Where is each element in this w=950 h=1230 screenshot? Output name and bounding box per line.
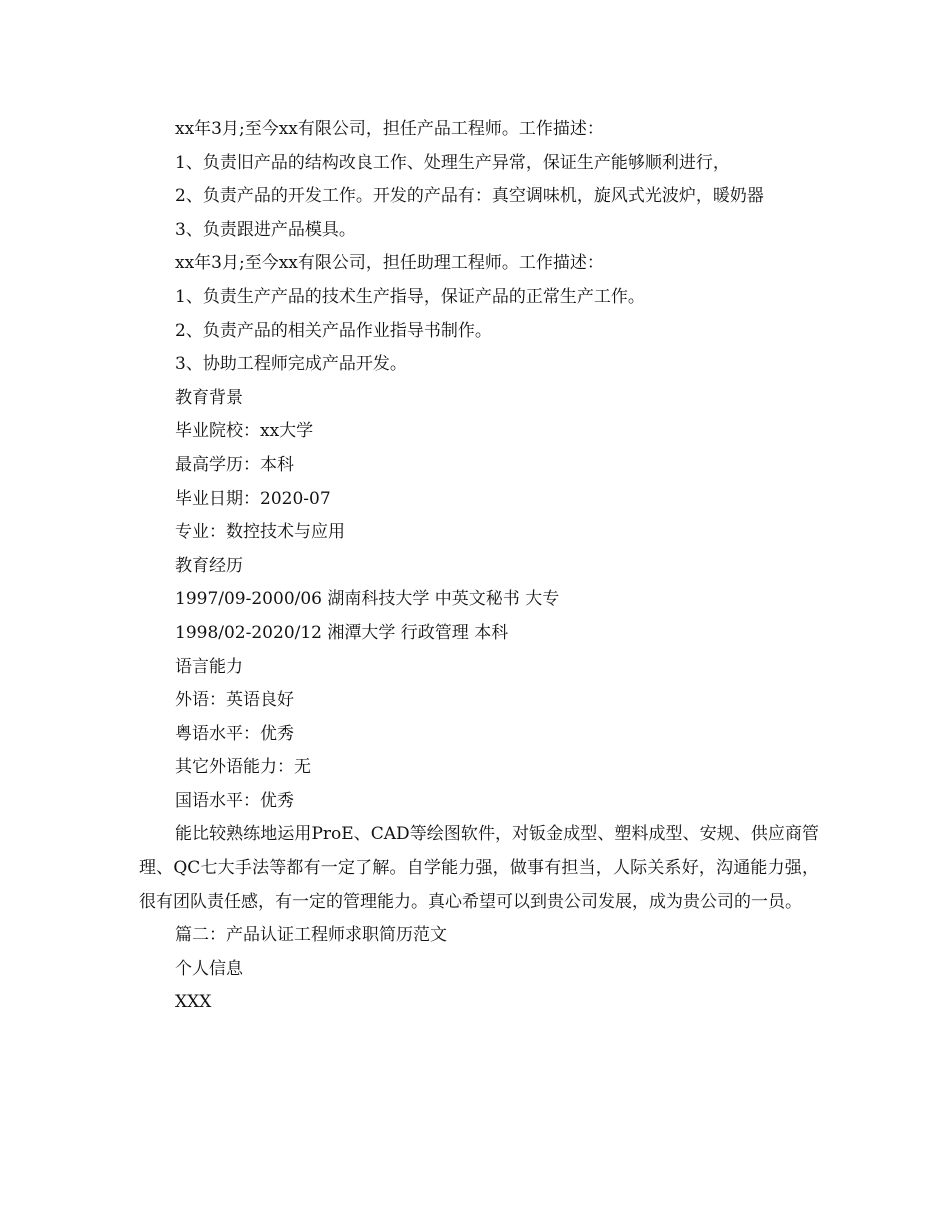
- education-major: 专业：数控技术与应用: [175, 522, 345, 543]
- education-graduation-date: 毕业日期：2020-07: [175, 488, 331, 509]
- language-foreign: 外语：英语良好: [175, 690, 294, 711]
- job-entry-2-duty-2: 2、负责产品的相关产品作业指导书制作。: [175, 320, 492, 341]
- job-entry-2-duty-1: 1、负责生产产品的技术生产指导，保证产品的正常生产工作。: [175, 286, 645, 307]
- job-entry-1-duty-2: 2、负责产品的开发工作。开发的产品有：真空调味机，旋风式光波炉，暖奶器: [175, 186, 764, 207]
- language-cantonese: 粤语水平：优秀: [175, 723, 294, 744]
- job-entry-2-header: xx年3月;至今xx有限公司，担任助理工程师。工作描述：: [175, 253, 604, 274]
- self-evaluation-paragraph: 能比较熟练地运用ProE、CAD等绘图软件，对钣金成型、塑料成型、安规、供应商管理、QC七大手法等都有一定了解。自学能力强，做事有担当，人际关系好，沟通能力强，很有团队责任感，有一定的管理能力。真心希望可以到贵公司发展，成为贵公司的一员。: [139, 824, 819, 912]
- job-entry-2-duty-3: 3、协助工程师完成产品开发。: [175, 354, 407, 375]
- language-mandarin: 国语水平：优秀: [175, 790, 294, 811]
- education-history-item: 1997/09-2000/06 湖南科技大学 中英文秘书 大专: [175, 589, 560, 610]
- personal-name: XXX: [175, 992, 212, 1013]
- education-school: 毕业院校：xx大学: [175, 421, 314, 442]
- job-entry-1-header: xx年3月;至今xx有限公司，担任产品工程师。工作描述：: [175, 119, 604, 139]
- job-entry-1-duty-3: 3、负责跟进产品模具。: [175, 219, 356, 240]
- education-degree: 最高学历：本科: [175, 454, 294, 475]
- document-body: [139, 113, 829, 1020]
- education-history-item: 1998/02-2020/12 湘潭大学 行政管理 本科: [175, 622, 509, 643]
- section-heading-education: 教育背景: [175, 387, 243, 408]
- section-heading-personal-info: 个人信息: [175, 958, 243, 979]
- job-entry-1-duty-1: 1、负责旧产品的结构改良工作、处理生产异常，保证生产能够顺利进行，: [175, 152, 730, 173]
- section-heading-part-two: 篇二：产品认证工程师求职简历范文: [175, 925, 447, 946]
- section-heading-education-history: 教育经历: [175, 555, 243, 576]
- language-other: 其它外语能力：无: [175, 757, 311, 778]
- section-heading-language: 语言能力: [175, 656, 243, 677]
